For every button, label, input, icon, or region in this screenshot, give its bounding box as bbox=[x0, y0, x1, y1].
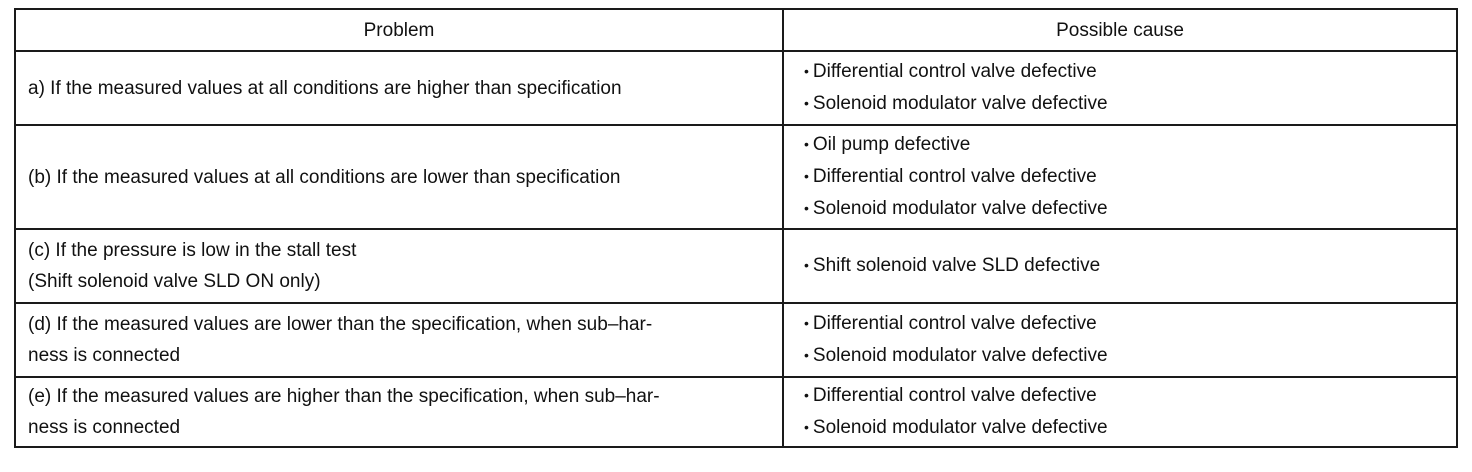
cause-item: • Oil pump defective bbox=[804, 129, 1456, 161]
cause-list bbox=[804, 129, 1456, 225]
cause-list bbox=[804, 250, 1456, 282]
troubleshooting-table bbox=[14, 8, 1458, 448]
problem-text: (c) If the pressure is low in the stall test bbox=[28, 240, 357, 261]
problem-text: (e) If the measured values are higher than the specification, when sub–har- bbox=[28, 386, 660, 407]
cause-list bbox=[804, 56, 1456, 120]
cause-list bbox=[804, 380, 1456, 444]
problem-text: (Shift solenoid valve SLD ON only) bbox=[28, 271, 321, 292]
cause-item: • Shift solenoid valve SLD defective bbox=[804, 250, 1456, 282]
problem-text: (b) If the measured values at all conditions are lower than specification bbox=[28, 166, 621, 188]
cause-item: • Solenoid modulator valve defective bbox=[804, 412, 1456, 444]
cause-cell bbox=[783, 229, 1457, 303]
problem-text: (d) If the measured values are lower than the specification, when sub–har- bbox=[28, 314, 653, 335]
table-row bbox=[15, 303, 1457, 377]
cause-cell bbox=[783, 377, 1457, 447]
cause-item: • Differential control valve defective bbox=[804, 161, 1456, 193]
problem-text: a) If the measured values at all conditions are higher than specification bbox=[28, 77, 622, 99]
table-row bbox=[15, 125, 1457, 229]
cause-item: • Differential control valve defective bbox=[804, 380, 1456, 412]
table-row bbox=[15, 377, 1457, 447]
cause-item: • Solenoid modulator valve defective bbox=[804, 193, 1456, 225]
cause-cell bbox=[783, 125, 1457, 229]
problem-cell bbox=[15, 125, 783, 229]
cause-item: • Differential control valve defective bbox=[804, 308, 1456, 340]
problem-cell bbox=[15, 229, 783, 303]
problem-text: ness is connected bbox=[28, 417, 181, 438]
problem-cell bbox=[15, 303, 783, 377]
problem-cell bbox=[15, 377, 783, 447]
table-row bbox=[15, 51, 1457, 125]
table-header-row bbox=[15, 9, 1457, 51]
cause-item: • Solenoid modulator valve defective bbox=[804, 340, 1456, 372]
table-row bbox=[15, 229, 1457, 303]
header-problem: Problem bbox=[15, 9, 783, 51]
cause-cell bbox=[783, 51, 1457, 125]
cause-item: • Differential control valve defective bbox=[804, 56, 1456, 88]
header-possible-cause: Possible cause bbox=[783, 9, 1457, 51]
cause-cell bbox=[783, 303, 1457, 377]
problem-cell bbox=[15, 51, 783, 125]
cause-list bbox=[804, 308, 1456, 372]
problem-text: ness is connected bbox=[28, 345, 181, 366]
cause-item: • Solenoid modulator valve defective bbox=[804, 88, 1456, 120]
